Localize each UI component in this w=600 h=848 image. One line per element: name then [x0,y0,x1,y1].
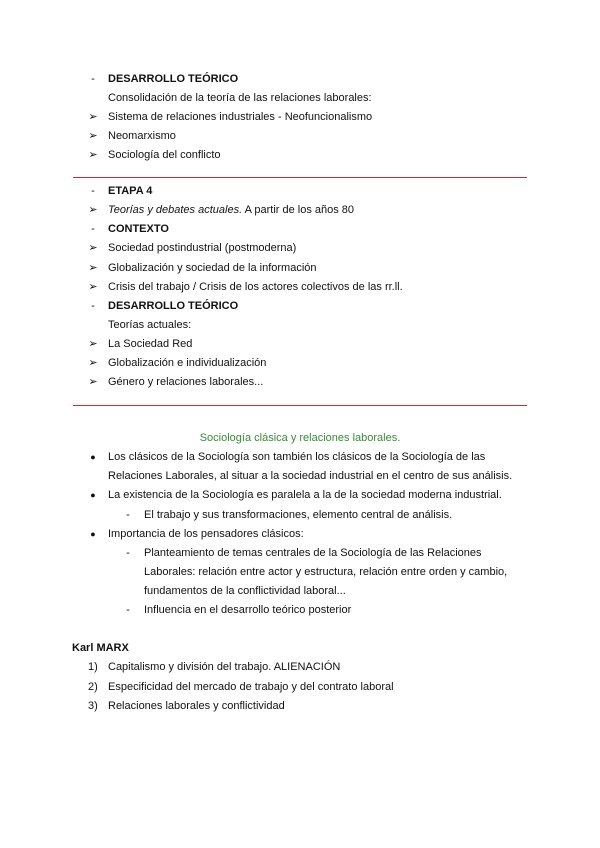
sub-item: El trabajo y sus transformaciones, elemento central de análisis. [144,509,453,521]
sub-item: Influencia en el desarrollo teórico posterior [144,604,352,616]
list-item: Crisis del trabajo / Crisis de los actores colectivos de las rr.ll. [108,281,403,293]
etapa-italic: Teorías y debates actuales. [108,204,243,216]
arrow-bullet-icon: ➢ [88,357,98,369]
dash-marker: - [126,547,130,559]
list-item: Neomarxismo [108,130,176,142]
section-heading: DESARROLLO TEÓRICO [108,73,239,85]
sub-item-continued: Laborales: relación entre actor y estructura, relación entre orden y cambio, [144,566,508,578]
list-number: 3) [88,700,98,712]
red-divider [73,177,527,178]
list-number: 1) [88,661,98,673]
bullet-icon: ● [90,452,96,462]
bullet-icon: ● [90,490,96,500]
dash-marker: - [91,223,95,235]
list-item: La Sociedad Red [108,338,193,350]
arrow-bullet-icon: ➢ [88,376,98,388]
contexto-heading: CONTEXTO [108,223,169,235]
red-divider [73,405,527,406]
list-number: 2) [88,681,98,693]
sub-item-continued: fundamentos de la conflictividad laboral... [144,585,346,597]
list-item: Sistema de relaciones industriales - Neofuncionalismo [108,111,373,123]
intro-text: Consolidación de la teoría de las relaciones laborales: [108,92,372,104]
sub-item: Planteamiento de temas centrales de la Sociología de las Relaciones [144,547,482,559]
numbered-item: Especificidad del mercado de trabajo y del contrato laboral [108,681,394,693]
paragraph-line: Los clásicos de la Sociología son también los clásicos de la Sociología de las [108,451,486,463]
intro-text: Teorías actuales: [108,319,192,331]
numbered-item: Relaciones laborales y conflictividad [108,700,285,712]
numbered-item: Capitalismo y división del trabajo. ALIENACIÓN [108,661,341,673]
etapa-description [108,203,354,217]
dash-marker: - [126,509,130,521]
arrow-bullet-icon: ➢ [88,262,98,274]
dash-marker: - [91,73,95,85]
paragraph-line: Importancia de los pensadores clásicos: [108,528,304,540]
arrow-bullet-icon: ➢ [88,149,98,161]
dash-marker: - [91,185,95,197]
paragraph-line: La existencia de la Sociología es paralela a la de la sociedad moderna industrial. [108,489,502,501]
list-item: Globalización y sociedad de la información [108,262,317,274]
arrow-bullet-icon: ➢ [88,130,98,142]
dash-marker: - [91,300,95,312]
author-heading: Karl MARX [72,642,129,654]
list-item: Género y relaciones laborales... [108,376,264,388]
dash-marker: - [126,604,130,616]
paragraph-line: Relaciones Laborales, al situar a la sociedad industrial en el centro de sus análisis. [108,470,513,482]
bullet-icon: ● [90,529,96,539]
arrow-bullet-icon: ➢ [88,281,98,293]
etapa-rest: A partir de los años 80 [242,204,355,216]
arrow-bullet-icon: ➢ [88,242,98,254]
section-title: Sociología clásica y relaciones laborales. [199,432,401,444]
list-item: Sociedad postindustrial (postmoderna) [108,242,297,254]
etapa-heading: ETAPA 4 [108,185,153,197]
desarrollo-heading: DESARROLLO TEÓRICO [108,300,239,312]
list-item: Sociología del conflicto [108,149,221,161]
arrow-bullet-icon: ➢ [88,111,98,123]
list-item: Globalización e individualización [108,357,267,369]
arrow-bullet-icon: ➢ [88,204,98,216]
arrow-bullet-icon: ➢ [88,338,98,350]
